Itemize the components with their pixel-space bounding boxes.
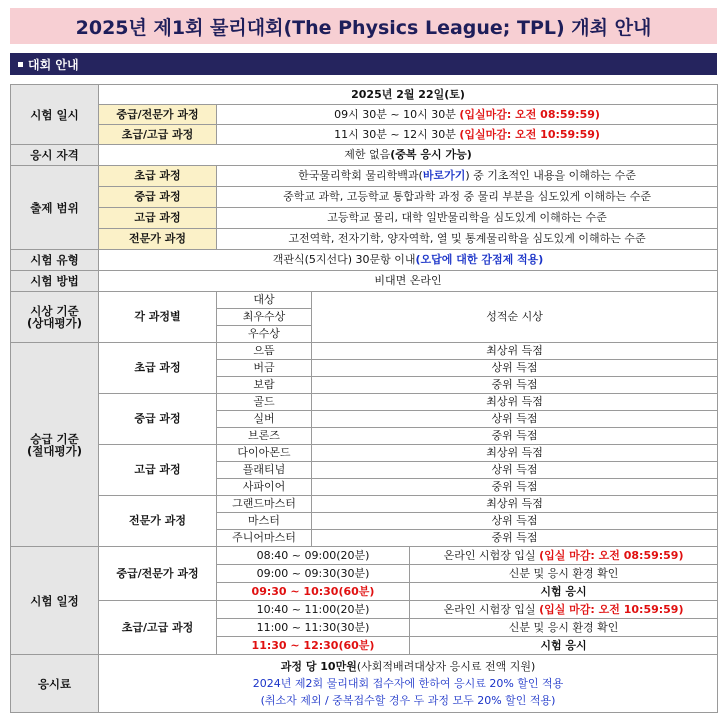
award-item: 대상 [217, 292, 312, 309]
fee-cell [99, 655, 718, 713]
promotion-criteria: 상위 득점 [312, 360, 718, 377]
promotion-level: 실버 [217, 411, 312, 428]
session-time-cell [217, 125, 718, 145]
award-item: 최우수상 [217, 309, 312, 326]
scope-desc: ) 중 기초적인 내용을 이해하는 수준 [465, 169, 636, 182]
schedule-desc-cell [410, 547, 718, 565]
shortcut-link[interactable]: 바로가기 [422, 169, 466, 182]
schedule-time: 11:00 ~ 11:30(30분) [217, 619, 410, 637]
schedule-desc-cell [410, 601, 718, 619]
exam-date: 2025년 2월 22일(토) [99, 85, 718, 105]
title-banner [10, 8, 717, 44]
schedule-desc: 시험 응시 [410, 637, 718, 655]
promotion-criteria: 상위 득점 [312, 411, 718, 428]
scope-desc: 한국물리학회 물리학백과( [298, 169, 423, 182]
schedule-time: 10:40 ~ 11:00(20분) [217, 601, 410, 619]
section-title: 대회 안내 [28, 57, 79, 72]
scope-label: 출제 범위 [11, 166, 99, 250]
schedule-time: 11:30 ~ 12:30(60분) [217, 637, 410, 655]
schedule-course: 초급/고급 과정 [99, 601, 217, 655]
schedule-desc: 신분 및 응시 환경 확인 [410, 619, 718, 637]
promotion-level: 으뜸 [217, 343, 312, 360]
scope-course: 고급 과정 [99, 208, 217, 229]
scope-course: 중급 과정 [99, 187, 217, 208]
session-deadline: (입실마감: 오전 10:59:59) [459, 127, 600, 141]
award-label-sub: (상대평가) [27, 316, 82, 330]
promotion-course: 중급 과정 [99, 394, 217, 445]
schedule-desc: 온라인 시험장 입실 [443, 548, 540, 562]
promotion-label-main: 승급 기준 [30, 431, 79, 446]
scope-desc: 고등학교 물리, 대학 일반물리학을 심도있게 이해하는 수준 [217, 208, 718, 229]
award-label [11, 292, 99, 343]
session-time: 09시 30분 ~ 10시 30분 [334, 107, 456, 121]
promotion-level: 플래티넘 [217, 462, 312, 479]
fee-amount: 과정 당 10만원 [280, 660, 357, 673]
schedule-time: 09:30 ~ 10:30(60분) [217, 583, 410, 601]
fee-discount: 2024년 제2회 물리대회 접수자에 한하여 응시료 20% 할인 적용 [252, 677, 564, 690]
promotion-label-sub: (절대평가) [27, 443, 82, 458]
section-header [10, 53, 717, 75]
schedule-desc: 신분 및 응시 환경 확인 [410, 565, 718, 583]
eligibility-label: 응시 자격 [11, 145, 99, 166]
award-item: 우수상 [217, 326, 312, 343]
schedule-time: 08:40 ~ 09:00(20분) [217, 547, 410, 565]
promotion-level: 주니어마스터 [217, 530, 312, 547]
scope-desc: 고전역학, 전자기학, 양자역학, 열 및 통계물리학을 심도있게 이해하는 수준 [217, 229, 718, 250]
eligibility-text: 제한 없음 [344, 148, 391, 161]
fee-discount-note: (취소자 제외 / 중복접수할 경우 두 과정 모두 20% 할인 적용) [260, 694, 556, 707]
schedule-deadline: (입실 마감: 오전 08:59:59) [539, 548, 684, 562]
type-text: 객관식(5지선다) 30문항 이내 [272, 253, 416, 266]
promotion-criteria: 최상위 득점 [312, 496, 718, 513]
schedule-desc: 온라인 시험장 입실 [443, 602, 540, 616]
promotion-level: 다이아몬드 [217, 445, 312, 462]
promotion-label [11, 343, 99, 547]
fee-line-1 [101, 658, 715, 675]
promotion-course: 초급 과정 [99, 343, 217, 394]
type-note: (오답에 대한 감점제 적용) [415, 253, 544, 266]
fee-support: (사회적배려대상자 응시료 전액 지원) [356, 660, 536, 673]
promotion-criteria: 중위 득점 [312, 428, 718, 445]
schedule-time: 09:00 ~ 09:30(30분) [217, 565, 410, 583]
session-time: 11시 30분 ~ 12시 30분 [334, 127, 456, 141]
method-text: 비대면 온라인 [99, 271, 718, 292]
eligibility-note: (중복 응시 가능) [390, 148, 472, 161]
type-cell [99, 250, 718, 271]
scope-desc-cell [217, 166, 718, 187]
award-course: 각 과정별 [99, 292, 217, 343]
award-label-main: 시상 기준 [30, 304, 79, 318]
promotion-criteria: 최상위 득점 [312, 445, 718, 462]
type-label: 시험 유형 [11, 250, 99, 271]
schedule-course: 중급/전문가 과정 [99, 547, 217, 601]
fee-label: 응시료 [11, 655, 99, 713]
schedule-deadline: (입실 마감: 오전 10:59:59) [539, 602, 684, 616]
promotion-criteria: 최상위 득점 [312, 343, 718, 360]
session-name: 초급/고급 과정 [99, 125, 217, 145]
bullet-square-icon [18, 62, 23, 67]
promotion-level: 골드 [217, 394, 312, 411]
promotion-level: 그랜드마스터 [217, 496, 312, 513]
method-label: 시험 방법 [11, 271, 99, 292]
scope-desc: 중학교 과학, 고등학교 통합과학 과정 중 물리 부분을 심도있게 이해하는 수준 [217, 187, 718, 208]
promotion-criteria: 상위 득점 [312, 513, 718, 530]
exam-date-label: 시험 일시 [11, 85, 99, 145]
schedule-desc: 시험 응시 [410, 583, 718, 601]
promotion-criteria: 중위 득점 [312, 377, 718, 394]
promotion-criteria: 중위 득점 [312, 479, 718, 496]
session-deadline: (입실마감: 오전 08:59:59) [459, 107, 600, 121]
promotion-level: 버금 [217, 360, 312, 377]
promotion-level: 보람 [217, 377, 312, 394]
schedule-label: 시험 일정 [11, 547, 99, 655]
promotion-level: 브론즈 [217, 428, 312, 445]
session-time-cell [217, 105, 718, 125]
info-table [10, 84, 718, 713]
eligibility-cell [99, 145, 718, 166]
session-name: 중급/전문가 과정 [99, 105, 217, 125]
promotion-criteria: 최상위 득점 [312, 394, 718, 411]
promotion-criteria: 중위 득점 [312, 530, 718, 547]
scope-course: 전문가 과정 [99, 229, 217, 250]
promotion-level: 사파이어 [217, 479, 312, 496]
promotion-course: 전문가 과정 [99, 496, 217, 547]
scope-course: 초급 과정 [99, 166, 217, 187]
promotion-course: 고급 과정 [99, 445, 217, 496]
promotion-level: 마스터 [217, 513, 312, 530]
award-criteria: 성적순 시상 [312, 292, 718, 343]
page-title: 2025년 제1회 물리대회(The Physics League; TPL) 개최 안내 [75, 16, 652, 39]
promotion-criteria: 상위 득점 [312, 462, 718, 479]
